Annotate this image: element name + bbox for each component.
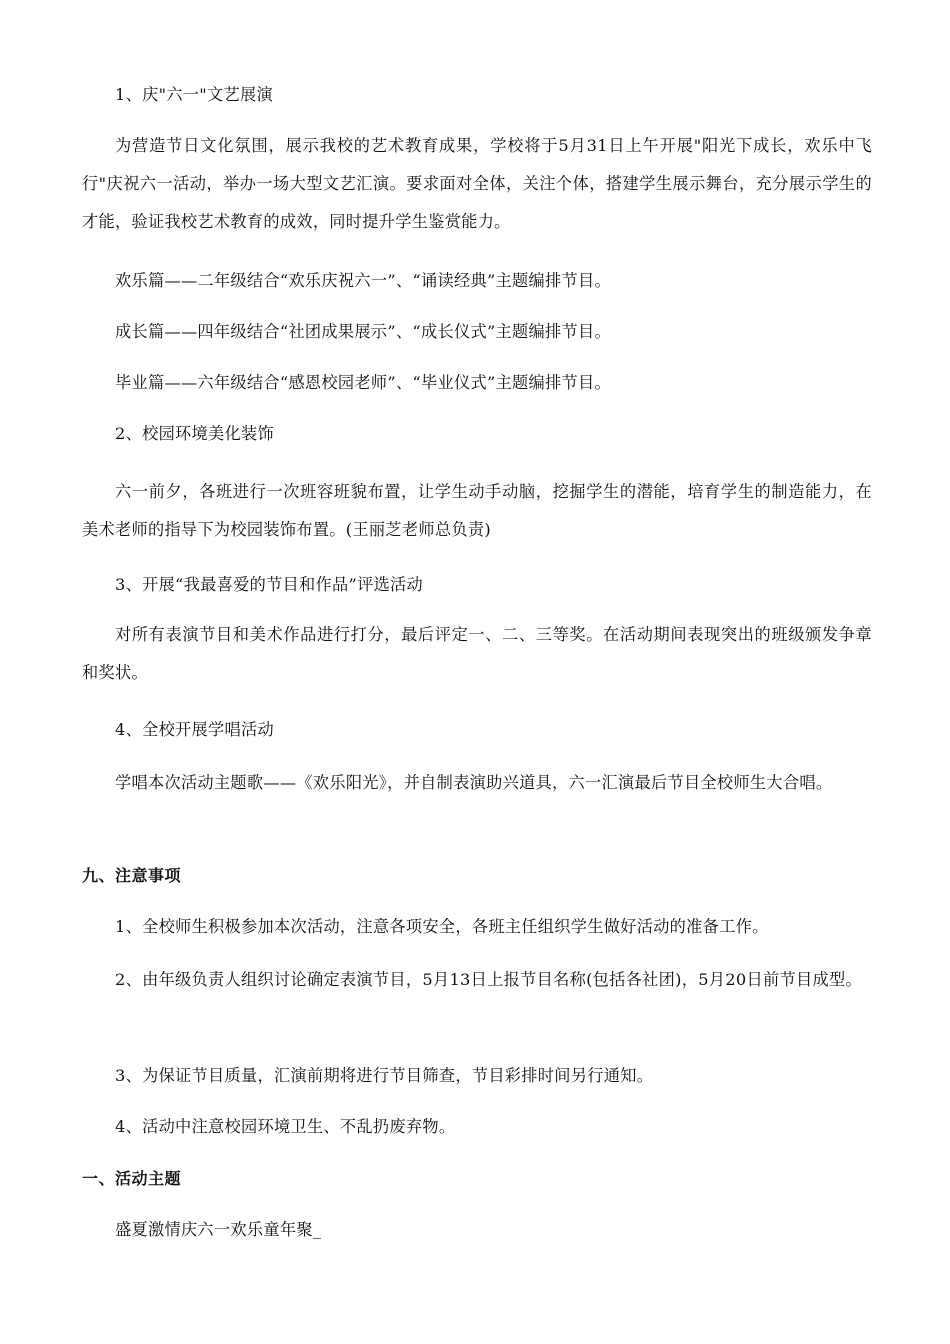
note-item-2: 2、由年级负责人组织讨论确定表演节目，5月13日上报节目名称(包括各社团)，5月20日前节目成型。 — [115, 970, 862, 989]
item2-body: 六一前夕，各班进行一次班容班貌布置，让学生动手动脑，挖掘学生的潜能，培育学生的制造能力，在美术老师的指导下为校园装饰布置。(王丽芝老师总负责) — [82, 482, 872, 539]
item3-title: 3、开展“我最喜爱的节目和作品”评选活动 — [115, 575, 424, 594]
item1-body: 为营造节日文化氛围，展示我校的艺术教育成果，学校将于5月31日上午开展"阳光下成长，欢乐中飞行"庆祝六一活动，举办一场大型文艺汇演。要求面对全体，关注个体，搭建学生展示舞台，充分展示学生的才能，验证我校艺术教育的成效，同时提升学生鉴赏能力。 — [82, 136, 872, 231]
item4-body: 学唱本次活动主题歌——《欢乐阳光》，并自制表演助兴道具，六一汇演最后节目全校师生大合唱。 — [115, 773, 833, 792]
item1-graduate-line: 毕业篇——六年级结合“感恩校园老师”、“毕业仪式”主题编排节目。 — [115, 373, 611, 392]
item1-title: 1、庆"六一"文艺展演 — [115, 85, 273, 104]
note-item-4: 4、活动中注意校园环境卫生、不乱扔废弃物。 — [115, 1117, 456, 1136]
notes-heading: 九、注意事项 — [82, 866, 182, 885]
note-item-1: 1、全校师生积极参加本次活动，注意各项安全，各班主任组织学生做好活动的准备工作。 — [115, 917, 769, 936]
item4-title: 4、全校开展学唱活动 — [115, 720, 274, 739]
item1-happy-line: 欢乐篇——二年级结合“欢乐庆祝六一”、“诵读经典”主题编排节目。 — [115, 271, 611, 290]
item2-title: 2、校园环境美化装饰 — [115, 424, 274, 443]
theme-heading: 一、活动主题 — [82, 1169, 182, 1188]
item3-body: 对所有表演节目和美术作品进行打分，最后评定一、二、三等奖。在活动期间表现突出的班级颁发争章和奖状。 — [82, 625, 872, 682]
theme-body: 盛夏激情庆六一欢乐童年聚_ — [115, 1220, 322, 1239]
note-item-3: 3、为保证节目质量，汇演前期将进行节目筛查，节目彩排时间另行通知。 — [115, 1066, 654, 1085]
item1-growth-line: 成长篇——四年级结合“社团成果展示”、“成长仪式”主题编排节目。 — [115, 322, 611, 341]
